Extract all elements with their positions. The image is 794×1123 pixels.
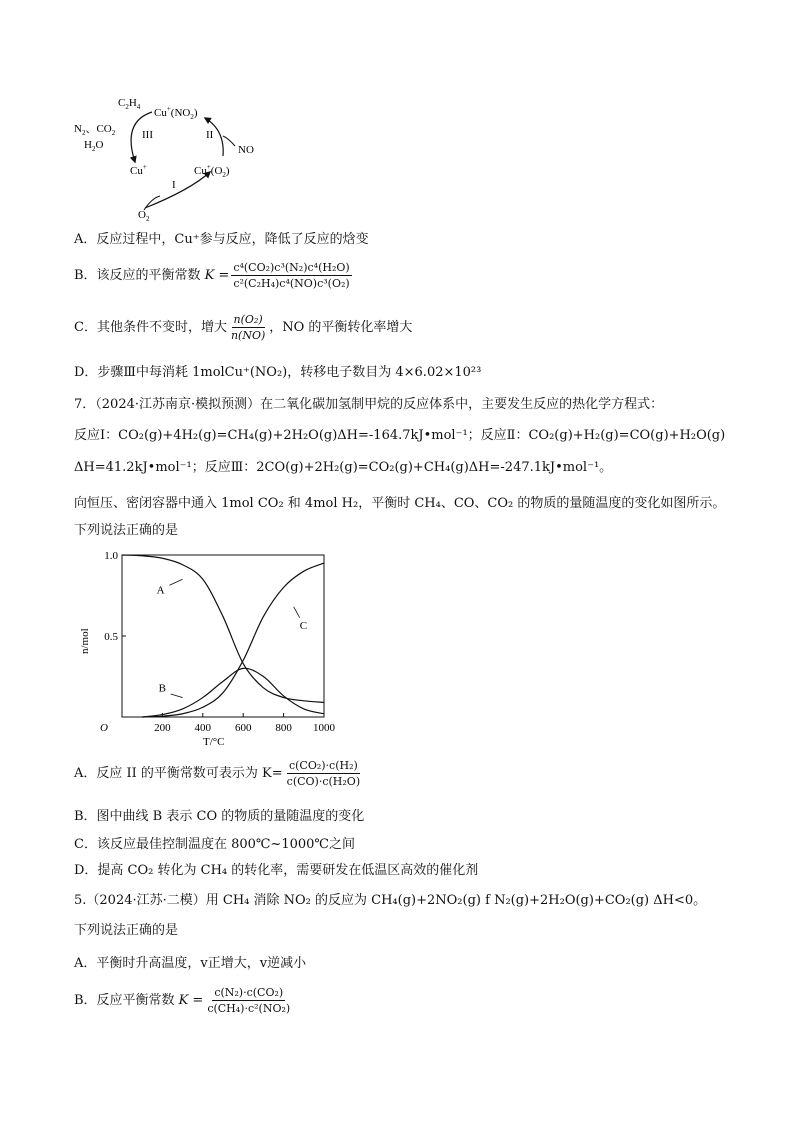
q7-option-b: B．图中曲线 B 表示 CO 的物质的量随温度的变化 [74, 809, 365, 824]
series-leader-C [294, 607, 300, 618]
y-axis-label: n/mol [79, 628, 91, 654]
q6-option-b-denominator: c²(C₂H₄)c⁴(NO)c³(O₂) [233, 277, 350, 290]
q6-option-b-fraction [231, 260, 351, 291]
catalytic-cycle-diagram [60, 90, 280, 230]
q5-stem-line-1: 5.（2024·江苏·二模）用 CH₄ 消除 NO₂ 的反应为 CH₄(g)+2NO₂(g) f N₂(g)+2H₂O(g)+CO₂(g) ΔH<0。 [74, 893, 707, 908]
q7-option-a-fraction [285, 758, 362, 789]
y-tick-label-1: 1.0 [104, 550, 118, 562]
q5-option-a: A．平衡时升高温度，v正增大，v逆减小 [74, 956, 307, 971]
h2o-label: $H_2O$ [84, 139, 104, 153]
q6-option-c [74, 312, 412, 343]
q6-option-c-prefix: C．其他条件不变时，增大 [74, 319, 227, 335]
series-curve-B [142, 668, 324, 717]
series-label-A: A [156, 584, 165, 597]
series-leader-B [171, 694, 183, 698]
series-label-B: B [158, 682, 166, 695]
q7-stem-line-2: 反应Ⅰ：CO₂(g)+4H₂(g)=CH₄(g)+2H₂O(g)ΔH=-164.7kJ•mol⁻¹；反应Ⅱ：CO₂(g)+H₂(g)=CO(g)+H₂O(g) [74, 428, 726, 443]
no-label: NO [238, 144, 254, 156]
q7-option-c: C．该反应最佳控制温度在 800℃~1000℃之间 [74, 837, 355, 852]
q6-option-b-prefix: B．该反应的平衡常数 [74, 267, 201, 283]
n2-co2-label: $N_2$、$CO_2$ [74, 123, 116, 137]
q6-option-d: D．步骤Ⅲ中每消耗 1molCu⁺(NO₂)，转移电子数目为 4×6.02×10²³ [74, 365, 482, 380]
q5-option-b-prefix: B．反应平衡常数 [74, 992, 175, 1008]
q5-option-b-k: K = [178, 992, 204, 1008]
origin-label: O [100, 722, 108, 734]
q6-option-b-k: K = [204, 267, 230, 283]
q6-option-c-suffix: ，NO 的平衡转化率增大 [269, 319, 413, 335]
q7-stem-line-4: 向恒压、密闭容器中通入 1mol CO₂ 和 4mol H₂，平衡时 CH₄、CO、CO₂ 的物质的量随温度的变化如图所示。 [74, 496, 726, 511]
step-1-label: I [172, 179, 176, 191]
series-label-C: C [299, 619, 308, 632]
y-tick-label-0: 0.5 [104, 631, 118, 643]
q6-option-b [74, 260, 354, 291]
cu-plus-label: Cu+ [130, 163, 147, 177]
q5-stem-line-2: 下列说法正确的是 [74, 923, 179, 938]
q7-stem-line-1: 7．（2024·江苏南京·模拟预测）在二氧化碳加氢制甲烷的反应体系中，主要发生反应的热化学方程式： [74, 397, 664, 412]
q7-option-d: D．提高 CO₂ 转化为 CH₄ 的转化率，需要研发在低温区高效的催化剂 [74, 863, 479, 878]
c2h4-label: $C_2H_4$ [118, 97, 141, 111]
x-tick-label-1000: 1000 [313, 722, 335, 734]
x-tick-label-400: 400 [194, 722, 212, 734]
q5-option-b-numerator: c(N₂)·c(CO₂) [214, 986, 284, 999]
series-leader-A [169, 579, 182, 585]
q7-option-a-numerator: c(CO₂)·c(H₂) [288, 759, 358, 772]
q5-option-b-denominator: c(CH₄)·c²(NO₂) [207, 1002, 291, 1015]
o2-label: $O_2$ [138, 209, 150, 223]
q7-stem-line-5: 下列说法正确的是 [74, 523, 179, 538]
q6-option-c-denominator: n(NO) [230, 329, 266, 342]
cu-no2-label: $Cu^+(NO_2)$ [154, 105, 198, 121]
series-curve-A [122, 555, 324, 702]
q5-option-b [74, 985, 294, 1016]
q6-option-c-fraction [229, 312, 267, 343]
q7-option-a [74, 758, 364, 789]
q6-option-a: A．反应过程中，Cu⁺参与反应，降低了反应的焓变 [74, 232, 369, 247]
q7-stem-line-3: ΔH=41.2kJ•mol⁻¹；反应Ⅲ：2CO(g)+2H₂(g)=CO₂(g)+CH₄(g)ΔH=-247.1kJ•mol⁻¹。 [74, 460, 613, 475]
step-3-label: III [142, 129, 153, 141]
q5-option-b-fraction [205, 985, 292, 1016]
q6-option-c-numerator: n(O₂) [233, 313, 263, 326]
equilibrium-amount-chart [74, 545, 354, 745]
q6-option-b-numerator: c⁴(CO₂)c³(N₂)c⁴(H₂O) [233, 261, 350, 274]
step-2-label: II [206, 129, 214, 141]
x-tick-label-800: 800 [275, 722, 292, 734]
x-axis-label: T/°C [203, 736, 225, 745]
x-tick-label-600: 600 [234, 722, 252, 734]
arrow-no-in [223, 136, 235, 146]
cu-o2-label: $Cu^+(O_2)$ [194, 163, 230, 179]
arrow-step-1 [145, 172, 210, 208]
q7-option-a-prefix: A．反应 II 的平衡常数可表示为 K= [74, 765, 283, 781]
q7-option-a-denominator: c(CO)·c(H₂O) [286, 775, 361, 788]
x-tick-label-200: 200 [154, 722, 171, 734]
